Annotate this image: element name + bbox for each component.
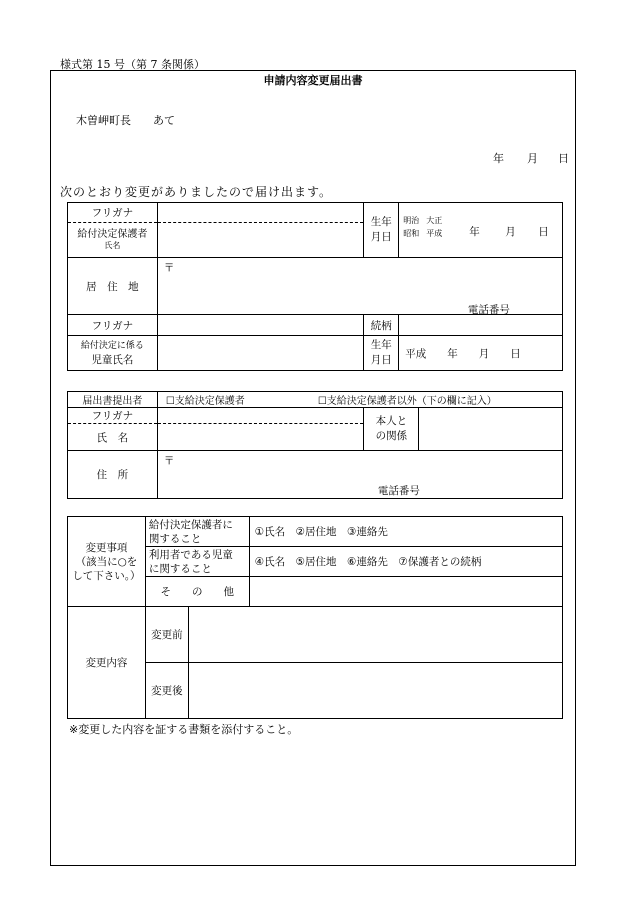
guardian-group-label-2: 関すること: [148, 532, 202, 545]
child-furigana-label: フリガナ: [68, 315, 158, 336]
child-name-field[interactable]: [157, 336, 364, 371]
child-furigana-field[interactable]: [157, 315, 364, 336]
submitter-postal-mark: 〒: [163, 455, 175, 467]
guardian-name-label-1: 給付決定保護者: [77, 229, 148, 240]
guardian-name-field[interactable]: [157, 223, 364, 258]
guardian-furigana-field[interactable]: [157, 203, 364, 223]
submitter-table: [67, 391, 563, 499]
applicant-table: [67, 202, 563, 371]
option-other-checkbox[interactable]: ☐支給決定保護者以外（下の欄に記入）: [317, 396, 497, 407]
other-field[interactable]: [249, 577, 562, 607]
date-day: 日: [558, 152, 569, 165]
child-name-label-2: 児童氏名: [91, 354, 134, 366]
child-birth-label-2: 月日: [370, 354, 392, 366]
guardian-birthdate-field[interactable]: [399, 203, 563, 258]
change-items-label-2: （該当に○を: [75, 555, 138, 568]
birth-label-1: 生年: [370, 216, 392, 228]
other-label: そ の 他: [145, 577, 249, 607]
submitter-furigana-label: フリガナ: [68, 408, 158, 424]
child-change-options[interactable]: ④氏名 ⑤居住地 ⑥連絡先 ⑦保護者との続柄: [249, 547, 562, 577]
submitter-address-label: 住 所: [68, 451, 158, 499]
guardian-group-label-1: 給付決定保護者に: [148, 518, 233, 531]
birth-label-2: 月日: [370, 231, 392, 243]
birth-year-unit: 年: [469, 226, 480, 238]
era-meiji: 明治: [403, 216, 420, 225]
submitter-name-label: 氏 名: [68, 424, 158, 451]
change-items-label-3: して下さい。）: [72, 569, 141, 582]
era-heisei: 平成: [426, 229, 443, 238]
changes-table: [67, 516, 563, 719]
child-birth-label-1: 生年: [370, 339, 392, 351]
era-showa: 昭和: [403, 229, 420, 238]
relation-label-1: 本人と: [375, 415, 408, 427]
form-number: 様式第 15 号（第 7 条関係）: [60, 58, 205, 71]
era-taisho: 大正: [426, 216, 443, 225]
child-group-label-2: に関すること: [148, 562, 212, 575]
after-field[interactable]: [188, 663, 562, 719]
furigana-label: フリガナ: [68, 203, 158, 223]
change-content-label: 変更内容: [68, 607, 146, 719]
submitter-label: 届出書提出者: [68, 392, 158, 408]
birth-month-unit: 月: [505, 226, 516, 238]
phone-label: 電話番号: [467, 304, 510, 316]
relation-field[interactable]: [419, 408, 563, 451]
guardian-change-options[interactable]: ①氏名 ②居住地 ③連絡先: [249, 517, 562, 547]
submitter-phone-label: 電話番号: [377, 485, 420, 497]
submitter-name-field[interactable]: [157, 424, 364, 451]
child-name-label-1: 給付決定に係る: [80, 341, 144, 351]
intro-text: 次のとおり変更がありましたので届け出ます。: [60, 185, 333, 199]
residence-field[interactable]: [157, 258, 562, 315]
change-items-label-1: 変更事項: [85, 541, 128, 554]
submitter-address-field[interactable]: [157, 451, 562, 499]
relationship-label: 続柄: [364, 315, 399, 336]
form-title: 申請内容変更届出書: [263, 74, 363, 87]
option-guardian-checkbox[interactable]: ☐支給決定保護者: [165, 396, 245, 407]
date-month: 月: [527, 152, 538, 165]
attachment-note: ※変更した内容を証する書類を添付すること。: [69, 723, 299, 736]
date-year: 年: [493, 152, 504, 165]
guardian-name-label-2: 氏名: [104, 241, 121, 250]
submitter-furigana-field[interactable]: [157, 408, 364, 424]
child-birthdate-field[interactable]: 平成 年 月 日: [399, 336, 563, 371]
relation-label-2: の関係: [375, 430, 408, 442]
residence-label: 居 住 地: [68, 258, 158, 315]
addressee: 木曽岬町長 あて: [76, 114, 175, 127]
child-group-label-1: 利用者である児童: [148, 548, 233, 561]
after-label: 変更後: [145, 663, 188, 719]
relationship-field[interactable]: [399, 315, 563, 336]
birth-day-unit: 日: [538, 226, 549, 238]
postal-mark: 〒: [163, 262, 175, 274]
before-field[interactable]: [188, 607, 562, 663]
before-label: 変更前: [145, 607, 188, 663]
